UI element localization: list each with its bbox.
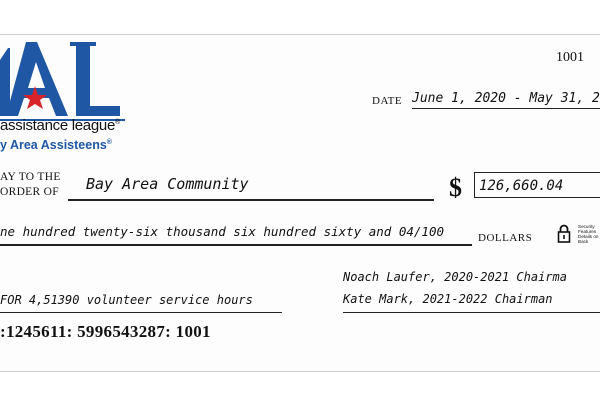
amount-words-line (0, 244, 472, 246)
pay-to-label (0, 170, 61, 200)
amount-field: 126,660.04 (474, 172, 600, 198)
signature-line-1: Noach Laufer, 2020-2021 Chairma (343, 270, 567, 284)
memo-text: FOR 4,51390 volunteer service hours (0, 293, 253, 307)
dollars-label: DOLLARS (478, 232, 533, 244)
check-number: 1001 (556, 50, 584, 65)
date-field: June 1, 2020 - May 31, 2 (412, 89, 600, 109)
memo-line (0, 312, 282, 313)
amount-in-words: ne hundred twenty-six thousand six hundred sixty and 04/100 (0, 224, 445, 239)
security-features-note: Security Features Details on Back (578, 224, 599, 244)
dollar-sign: $ (449, 173, 462, 202)
micr-line: :1245611: 5996543287: 1001 (0, 322, 211, 341)
signature-line (343, 312, 600, 313)
payee-name: Bay Area Community (86, 175, 249, 193)
brand-tagline: assistance league® (0, 117, 120, 134)
pay-to-label-line2: ORDER OF (0, 186, 59, 198)
payee-line (68, 199, 434, 201)
brand-subtitle: y Area Assisteens® (0, 138, 112, 152)
padlock-icon (557, 223, 571, 243)
date-label: DATE (372, 95, 403, 107)
signature-line-2: Kate Mark, 2021-2022 Chairman (343, 292, 553, 306)
registered-symbol: ® (106, 138, 112, 146)
trademark-symbol: ® (114, 119, 120, 126)
pay-to-label-line1: AY TO THE (0, 171, 61, 183)
